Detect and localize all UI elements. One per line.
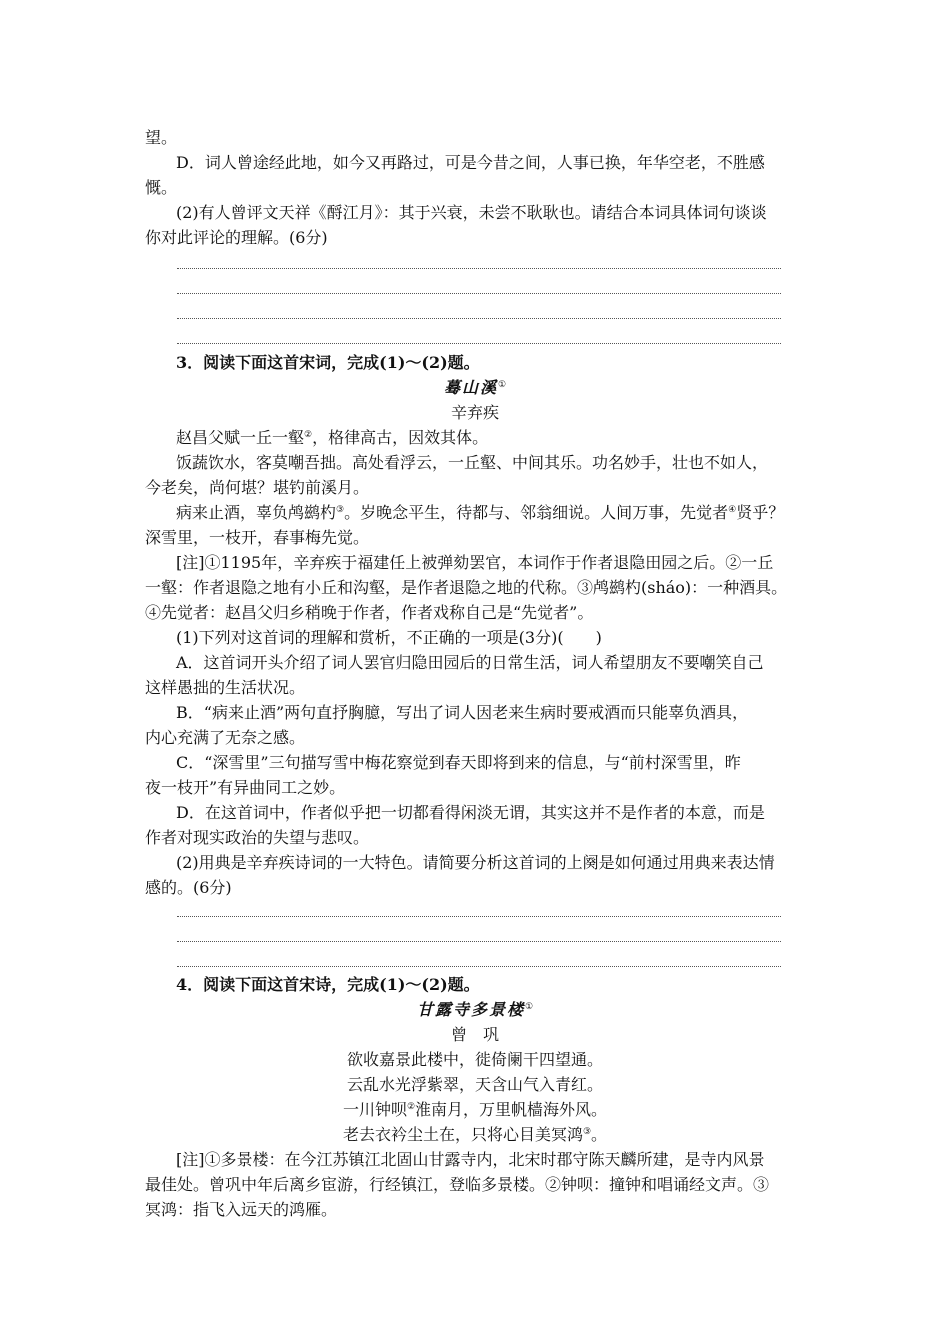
q3-heading: 3．阅读下面这首宋词，完成(1)～(2)题。 — [176, 353, 480, 372]
q4-notes-line2: 最佳处。曾巩中年后离乡宦游，行经镇江，登临多景楼。②钟呗：撞钟和唱诵经文声。③ — [145, 1175, 770, 1194]
q2-sub2-line1: (2)有人曾评文天祥《酹江月》：其于兴衰，未尝不耿耿也。请结合本词具体词句谈谈 — [176, 203, 767, 222]
answer-line — [177, 966, 781, 967]
q3-sub2-line1: (2)用典是辛弃疾诗词的一大特色。请简要分析这首词的上阕是如何通过用典来表达情 — [176, 853, 775, 872]
q3-option-b-line2: 内心充满了无奈之感。 — [145, 728, 306, 747]
q3-notes-line3: ④先觉者：赵昌父归乡稍晚于作者，作者戏称自己是“先觉者”。 — [145, 603, 594, 622]
answer-line — [177, 343, 781, 344]
q4-poem-line: 老去衣衿尘土在，只将心目美冥鸿③。 — [342, 1125, 608, 1144]
q4-notes-line3: 冥鸿：指飞入远天的鸿雁。 — [145, 1200, 338, 1219]
q4-notes-line1: [注]①多景楼：在今江苏镇江北固山甘露寺内，北宋时郡守陈天麟所建，是寺内风景 — [176, 1150, 765, 1169]
q3-option-b-line1: B．“病来止酒”两句直抒胸臆，写出了词人因老来生病时要戒酒而只能辜负酒具， — [176, 703, 749, 722]
q3-option-d-line1: D．在这首词中，作者似乎把一切都看得闲淡无谓，其实这并不是作者的本意，而是 — [176, 803, 765, 822]
answer-line — [177, 318, 781, 319]
q3-notes-line1: [注]①1195年，辛弃疾于福建任上被弹劾罢官，本词作于作者退隐田园之后。②一丘 — [176, 553, 774, 572]
q4-poem-author: 曾 巩 — [450, 1025, 499, 1044]
q4-poem-line: 云乱水光浮紫翠，天含山气入青红。 — [346, 1075, 603, 1094]
q4-poem-line: 一川钟呗②淮南月，万里帆樯海外风。 — [342, 1100, 608, 1119]
q3-option-c-line2: 夜一枝开”有异曲同工之妙。 — [145, 778, 346, 797]
q2-tail-line: 望。 — [145, 128, 178, 147]
q3-poem-title: 蓦山溪① — [443, 378, 507, 397]
answer-line — [177, 293, 781, 294]
answer-line — [177, 941, 781, 942]
q3-notes-line2: 一壑：作者退隐之地有小丘和沟壑，是作者退隐之地的代称。③鸬鹚杓(sháo)：一种酒具。 — [145, 578, 788, 597]
answer-line — [177, 268, 781, 269]
q3-poem-author: 辛弃疾 — [450, 403, 499, 422]
answer-line — [177, 916, 781, 917]
q3-poem-line: 饭蔬饮水，客莫嘲吾拙。高处看浮云，一丘壑、中间其乐。功名妙手，壮也不如人， — [176, 453, 769, 472]
q3-sub2-line2: 感的。(6分) — [145, 878, 232, 897]
q2-sub2-line2: 你对此评论的理解。(6分) — [145, 228, 328, 247]
q3-option-c-line1: C．“深雪里”三句描写雪中梅花察觉到春天即将到来的信息，与“前村深雪里，昨 — [176, 753, 741, 772]
q4-heading: 4．阅读下面这首宋诗，完成(1)～(2)题。 — [176, 975, 480, 994]
q3-option-d-line2: 作者对现实政治的失望与悲叹。 — [145, 828, 370, 847]
q4-poem-title: 甘露寺多景楼① — [416, 1000, 534, 1019]
q3-sub1-prompt: (1)下列对这首词的理解和赏析，不正确的一项是(3分)( ) — [176, 628, 602, 647]
q3-poem-line: 病来止酒，辜负鸬鹚杓③。岁晚念平生，待都与、邻翁细说。人间万事，先觉者④贤乎？ — [176, 503, 785, 522]
q3-poem-line: 深雪里，一枝开，春事梅先觉。 — [145, 528, 370, 547]
q3-option-a-line1: A．这首词开头介绍了词人罢官归隐田园后的日常生活，词人希望朋友不要嘲笑自己 — [176, 653, 764, 672]
q3-option-a-line2: 这样愚拙的生活状况。 — [145, 678, 306, 697]
q3-poem-line: 今老矣，尚何堪？堪钓前溪月。 — [145, 478, 370, 497]
q4-poem-line: 欲收嘉景此楼中，徙倚阑干四望通。 — [346, 1050, 603, 1069]
q2-option-d-line1: D．词人曾途经此地，如今又再路过，可是今昔之间，人事已换，年华空老，不胜感 — [176, 153, 765, 172]
q2-option-d-line2: 慨。 — [145, 178, 178, 197]
q3-preface: 赵昌父赋一丘一壑②，格律高古，因效其体。 — [176, 428, 489, 447]
